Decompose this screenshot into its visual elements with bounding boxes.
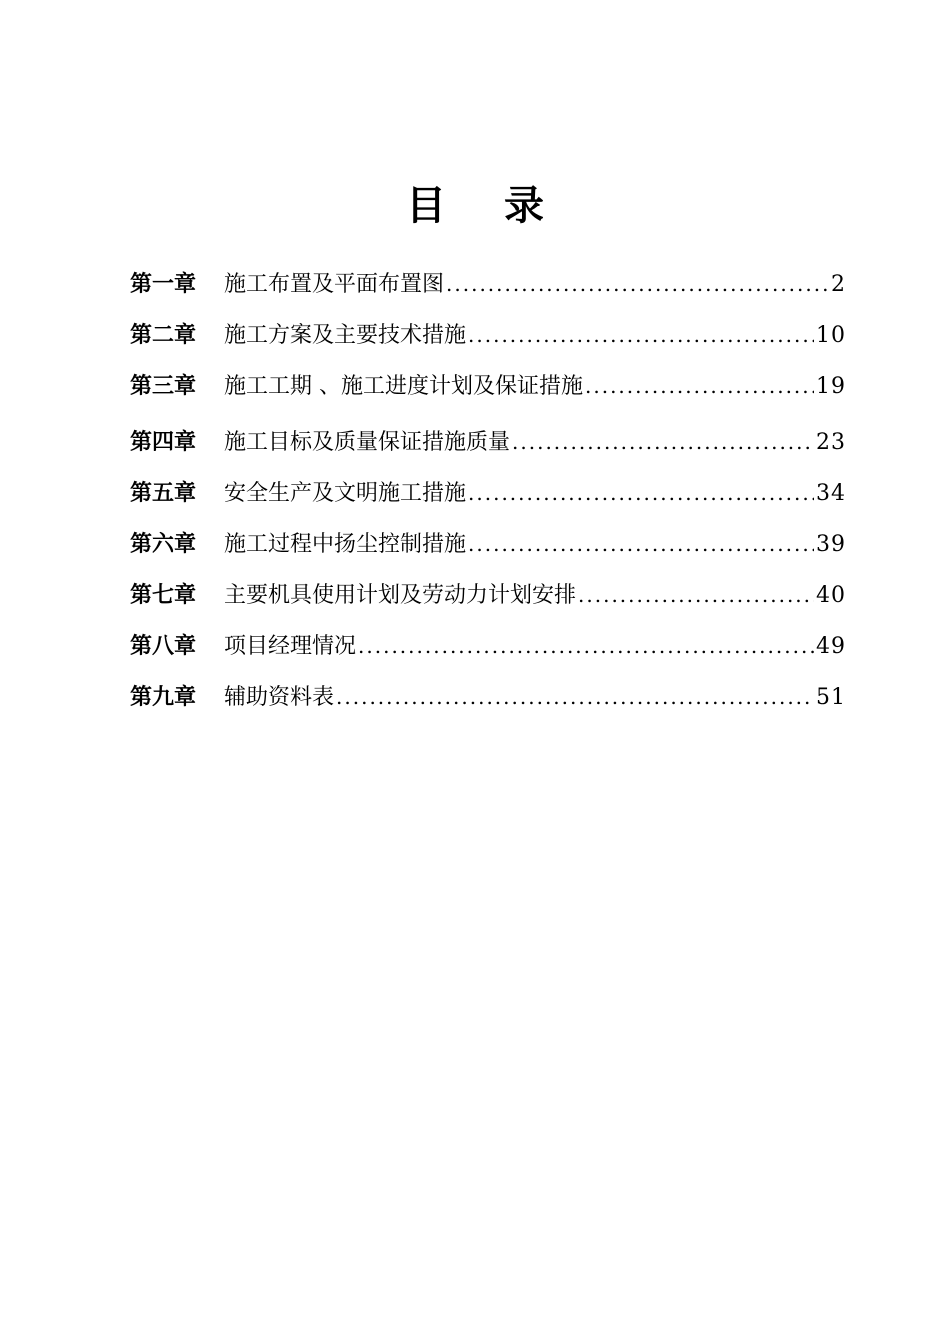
toc-entry-title: 施工目标及质量保证措施质量 [224, 430, 511, 455]
toc-page-number: 10 [816, 323, 846, 348]
toc-page-number: 39 [816, 532, 846, 557]
toc-entry-5[interactable] [130, 473, 846, 524]
toc-dot-leader [578, 575, 814, 615]
toc-entry-title: 主要机具使用计划及劳动力计划安排 [224, 583, 577, 608]
toc-page-number: 40 [816, 583, 846, 608]
toc-entry-2[interactable] [130, 315, 846, 366]
toc-entry-title: 施工布置及平面布置图 [224, 272, 445, 297]
toc-page-number: 19 [816, 374, 846, 399]
toc-chapter-label: 第一章 [130, 271, 197, 297]
toc-page-number: 2 [831, 272, 846, 297]
toc-dot-leader [512, 422, 814, 462]
toc-page-number: 34 [816, 481, 846, 506]
toc-chapter-label: 第六章 [130, 531, 197, 557]
toc-dot-leader [468, 315, 814, 355]
toc-entry-title: 施工方案及主要技术措施 [224, 323, 467, 348]
toc-entry-title: 安全生产及文明施工措施 [224, 481, 467, 506]
toc-dot-leader [468, 524, 814, 564]
toc-page-number: 49 [816, 634, 846, 659]
toc-entry-7[interactable] [130, 575, 846, 626]
toc-entry-9[interactable] [130, 677, 846, 728]
toc-chapter-label: 第七章 [130, 582, 197, 608]
toc-entry-8[interactable] [130, 626, 846, 677]
toc-list [130, 264, 846, 728]
toc-dot-leader [585, 366, 814, 406]
toc-entry-title: 项目经理情况 [224, 634, 357, 659]
toc-dot-leader [358, 626, 814, 666]
toc-chapter-label: 第五章 [130, 480, 197, 506]
toc-title: 目 录 [406, 182, 566, 229]
toc-page-number: 23 [816, 430, 846, 455]
toc-entry-4[interactable] [130, 422, 846, 473]
toc-chapter-label: 第二章 [130, 322, 197, 348]
toc-chapter-label: 第三章 [130, 373, 197, 399]
toc-dot-leader [336, 677, 814, 717]
toc-dot-leader [446, 264, 829, 304]
toc-chapter-label: 第八章 [130, 633, 197, 659]
toc-entry-title: 施工过程中扬尘控制措施 [224, 532, 467, 557]
toc-page-number: 51 [816, 685, 846, 710]
toc-entry-6[interactable] [130, 524, 846, 575]
toc-entry-3[interactable] [130, 366, 846, 417]
toc-entry-title: 施工工期 、施工进度计划及保证措施 [224, 374, 583, 399]
toc-entry-1[interactable] [130, 264, 846, 315]
toc-chapter-label: 第九章 [130, 684, 197, 710]
toc-entry-title: 辅助资料表 [224, 685, 335, 710]
toc-dot-leader [468, 473, 814, 513]
toc-chapter-label: 第四章 [130, 429, 197, 455]
